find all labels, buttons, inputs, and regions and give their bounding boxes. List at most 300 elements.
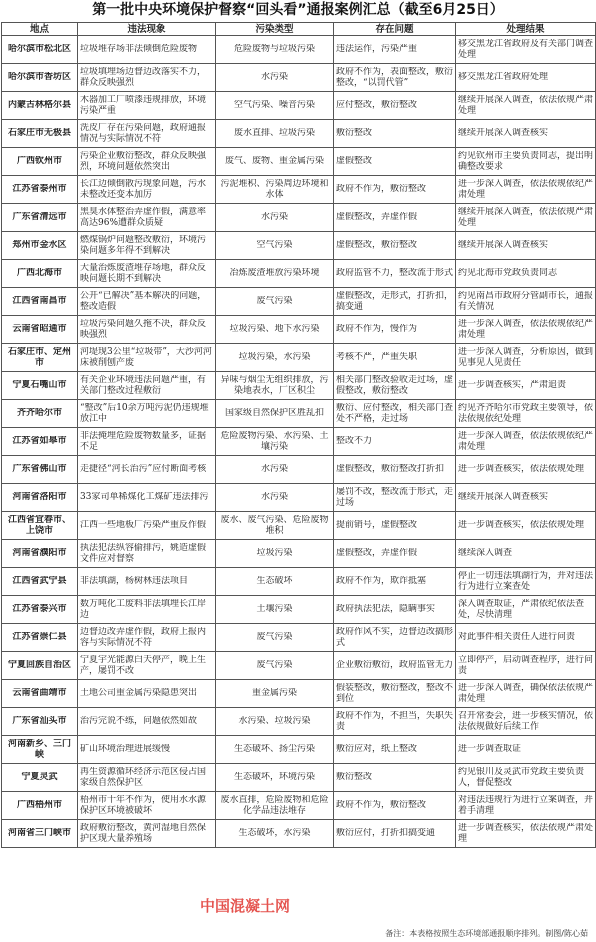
problem-cell-text: 敷衍应付，打折扣搞变通 [336, 828, 436, 838]
problem-cell-text: 假装整改，敷衍整改，整改不到位 [336, 682, 453, 704]
pollution-type-cell-text: 垃圾污染，水污染 [238, 352, 311, 362]
violation-cell-text: 土地公司重金属污染隐患突出 [80, 688, 198, 698]
violation-cell [78, 372, 216, 400]
result-cell-text: 继续深入调查 [458, 548, 513, 558]
result-cell [456, 512, 596, 540]
pollution-type-cell-text: 重金属污染 [251, 688, 297, 698]
problem-cell-text: 敷衍整改 [336, 772, 373, 782]
pollution-type-cell-text: 废气污染 [256, 660, 293, 670]
location-cell [2, 64, 78, 92]
pollution-type-cell-text: 空气污染、噪音污染 [233, 100, 315, 110]
result-cell-text: 继续开展深入调查，依法依规严肃处理 [458, 94, 593, 116]
table-row [2, 288, 596, 316]
result-cell [456, 64, 596, 92]
pollution-type-cell-text: 水污染 [260, 464, 288, 474]
violation-cell [78, 680, 216, 708]
violation-cell [78, 260, 216, 288]
location-cell-text: 广东省佛山市 [12, 464, 67, 474]
problem-cell-text: 虚假整改，弄虚作假 [336, 548, 418, 558]
location-cell [2, 288, 78, 316]
table-row [2, 568, 596, 596]
table-row [2, 120, 596, 148]
header-problem: 存在问题 [334, 23, 456, 36]
result-cell-text: 进一步深入调查，依法依规依纪严肃处理 [458, 430, 593, 452]
violation-cell-text: 洗皮厂存在污染问题，政府通报情况与实际情况不符 [80, 122, 207, 144]
result-cell-text: 约见齐齐哈尔市党政主要领导，依法依规依纪处理 [458, 402, 593, 424]
result-cell-text: 立即停产，启动调查程序，进行问责 [458, 654, 593, 676]
violation-cell-text: 数万吨化工废料非法填埋长江岸边 [80, 598, 207, 620]
result-cell [456, 764, 596, 792]
result-cell [456, 736, 596, 764]
problem-cell [334, 344, 456, 372]
pollution-type-cell [216, 92, 334, 120]
location-cell [2, 540, 78, 568]
result-cell [456, 708, 596, 736]
table-row [2, 36, 596, 64]
pollution-type-cell-text: 垃圾污染、地下水污染 [229, 324, 320, 334]
violation-cell-text: 燃煤锅炉问题整改敷衍，环境污染问题多年得不到解决 [80, 234, 207, 256]
pollution-type-cell-text: 水污染 [260, 72, 288, 82]
violation-cell-text: 河堤现3公里“垃圾带”，大沙河河床被削刨产废 [80, 346, 212, 368]
violation-cell [78, 540, 216, 568]
footnote: 备注：本表格按照生态环境部通报顺序排列。制图/陈心茹 [385, 929, 588, 938]
violation-cell-text: 矿山环境治理进展缓慢 [80, 744, 171, 754]
result-cell [456, 652, 596, 680]
problem-cell [334, 204, 456, 232]
table-row [2, 400, 596, 428]
problem-cell-text: 考核不严，严重失职 [336, 352, 418, 362]
problem-cell [334, 92, 456, 120]
pollution-type-cell [216, 540, 334, 568]
pollution-type-cell [216, 344, 334, 372]
result-cell [456, 596, 596, 624]
problem-cell [334, 792, 456, 820]
violation-cell [78, 428, 216, 456]
problem-cell [334, 36, 456, 64]
location-cell-text: 广东省汕头市 [12, 716, 67, 726]
result-cell [456, 232, 596, 260]
violation-cell-text: 走捷径“河长治污”应付断面考核 [80, 464, 207, 474]
table-row [2, 428, 596, 456]
violation-cell [78, 484, 216, 512]
result-cell [456, 792, 596, 820]
problem-cell [334, 316, 456, 344]
result-cell-text: 移交黑龙江省政府及有关部门调查处理 [458, 38, 593, 60]
problem-cell-text: 政府不作为，敷衍整改 [336, 800, 427, 810]
table-row [2, 484, 596, 512]
problem-cell-text: 政府不作为，表面整改，敷衍整改，“以罚代管” [336, 66, 453, 88]
table-row [2, 148, 596, 176]
pollution-type-cell [216, 428, 334, 456]
location-cell-text: 石家庄市无极县 [7, 128, 71, 138]
pollution-type-cell [216, 764, 334, 792]
pollution-type-cell [216, 288, 334, 316]
pollution-type-cell-text: 废水、废气污染、危险废物堆积 [220, 514, 329, 536]
header-violation: 违法现象 [78, 23, 216, 36]
result-cell [456, 624, 596, 652]
table-row [2, 624, 596, 652]
problem-cell-text: 虚假整改 [336, 156, 373, 166]
problem-cell-text: 提前销号，虚假整改 [336, 520, 418, 530]
report-table [1, 22, 596, 848]
result-cell [456, 148, 596, 176]
problem-cell-text: 虚假整改，敷衍整改打折扣 [336, 464, 445, 474]
location-cell-text: 河南省濮阳市 [12, 548, 67, 558]
violation-cell [78, 400, 216, 428]
pollution-type-cell [216, 596, 334, 624]
result-cell-text: 进一步深入调查，依法依规依纪严肃处理 [458, 178, 593, 200]
problem-cell [334, 148, 456, 176]
violation-cell [78, 456, 216, 484]
result-cell [456, 120, 596, 148]
violation-cell [78, 764, 216, 792]
location-cell-text: 江苏省如皋市 [12, 436, 67, 446]
problem-cell [334, 400, 456, 428]
problem-cell [334, 820, 456, 848]
location-cell-text: 江苏省崇仁县 [12, 632, 67, 642]
violation-cell-text: 33家司单稀煤化工煤矿违法排污 [80, 492, 209, 502]
location-cell [2, 92, 78, 120]
table-row [2, 92, 596, 120]
problem-cell [334, 624, 456, 652]
location-cell-text: 广西梧州市 [16, 800, 62, 810]
pollution-type-cell-text: 生态破坏，环境污染 [233, 772, 315, 782]
pollution-type-cell [216, 512, 334, 540]
watermark-logo-text: 中国混凝土网 [200, 897, 291, 915]
location-cell [2, 232, 78, 260]
result-cell-text: 进一步深入调查，分析原因，做到见事见人见责任 [458, 346, 593, 368]
violation-cell-text: 梧州市十年不作为，使用水水源保护区环境被破坏 [80, 794, 207, 816]
violation-cell [78, 36, 216, 64]
location-cell [2, 456, 78, 484]
pollution-type-cell-text: 危险废物与垃圾污染 [233, 44, 315, 54]
problem-cell [334, 260, 456, 288]
violation-cell [78, 512, 216, 540]
problem-cell-text: 虚假整改，走形式，打折扣，搞变通 [336, 290, 453, 312]
location-cell-text: 郑州市金水区 [12, 240, 67, 250]
violation-cell [78, 568, 216, 596]
pollution-type-cell [216, 792, 334, 820]
table-row [2, 540, 596, 568]
table-row [2, 456, 596, 484]
problem-cell [334, 456, 456, 484]
result-cell-text: 召开常委会，进一步核实情况，依法依规做好后续工作 [458, 710, 593, 732]
result-cell [456, 316, 596, 344]
location-cell-text: 江西省南昌市 [12, 296, 67, 306]
location-cell [2, 316, 78, 344]
pollution-type-cell-text: 废水直排、垃圾污染 [233, 128, 315, 138]
table-row [2, 792, 596, 820]
location-cell [2, 764, 78, 792]
problem-cell-text: 政府不作为，欺诈抵塞 [336, 576, 427, 586]
table-row [2, 736, 596, 764]
problem-cell-text: 敷衍应对，纸上整改 [336, 744, 418, 754]
location-cell [2, 176, 78, 204]
location-cell [2, 512, 78, 540]
pollution-type-cell-text: 水污染 [260, 212, 288, 222]
pollution-type-cell [216, 36, 334, 64]
problem-cell [334, 736, 456, 764]
violation-cell [78, 652, 216, 680]
violation-cell-text: “整改”后10余万吨污泥仍违规堆放江中 [80, 402, 209, 424]
problem-cell-text: 政府不作为，慢作为 [336, 324, 418, 334]
location-cell [2, 400, 78, 428]
location-cell-text: 齐齐哈尔市 [16, 408, 62, 418]
result-cell [456, 428, 596, 456]
pollution-type-cell-text: 废气污染 [256, 632, 293, 642]
result-cell [456, 176, 596, 204]
location-cell-text: 广西钦州市 [16, 156, 62, 166]
location-cell-text: 云南省曲靖市 [12, 688, 67, 698]
pollution-type-cell [216, 64, 334, 92]
violation-cell [78, 792, 216, 820]
result-cell [456, 456, 596, 484]
violation-cell [78, 64, 216, 92]
pollution-type-cell-text: 废水直排，危险废物和危险化学品违法堆存 [220, 794, 329, 816]
location-cell-text: 宁夏回族自治区 [7, 660, 71, 670]
problem-cell-text: 虚假整改，弄虚作假 [336, 212, 418, 222]
problem-cell-text: 违法运作，污染严重 [336, 44, 418, 54]
violation-cell [78, 820, 216, 848]
pollution-type-cell-text: 水污染 [260, 492, 288, 502]
violation-cell-text: 有关企业环境违法问题严重，有关部门整改过程敷衍 [80, 374, 207, 396]
pollution-type-cell [216, 316, 334, 344]
location-cell-text: 宁夏灵武 [21, 772, 58, 782]
location-cell-text: 宁夏石嘴山市 [12, 380, 67, 390]
violation-cell [78, 596, 216, 624]
pollution-type-cell [216, 232, 334, 260]
result-cell [456, 288, 596, 316]
table-row [2, 652, 596, 680]
location-cell-text: 江苏省泰州市 [12, 184, 67, 194]
location-cell-text: 河南省三门峡市 [7, 828, 71, 838]
pollution-type-cell [216, 624, 334, 652]
table-row [2, 596, 596, 624]
violation-cell-text: 木器加工厂喷漆违规排放，环境污染严重 [80, 94, 207, 116]
violation-cell [78, 708, 216, 736]
violation-cell [78, 316, 216, 344]
violation-cell [78, 204, 216, 232]
table-row [2, 260, 596, 288]
location-cell [2, 820, 78, 848]
violation-cell-text: 执法犯法纵容偷排污，姚造虚假文件应对督察 [80, 542, 207, 564]
table-row [2, 64, 596, 92]
result-cell [456, 820, 596, 848]
table-row [2, 764, 596, 792]
location-cell-text: 哈尔滨市香坊区 [7, 72, 71, 82]
pollution-type-cell [216, 148, 334, 176]
table-row [2, 176, 596, 204]
violation-cell-text: 非法填湖，杨树林违法项目 [80, 576, 189, 586]
pollution-type-cell [216, 652, 334, 680]
pollution-type-cell [216, 484, 334, 512]
pollution-type-cell-text: 水污染、垃圾污染 [238, 716, 311, 726]
problem-cell-text: 政府不作为，敷衍整改 [336, 184, 427, 194]
table-row [2, 316, 596, 344]
violation-cell-text: 垃圾堆存场非法倾倒危险废物 [80, 44, 198, 54]
pollution-type-cell-text: 污泥堆积、污染周边环境和水体 [220, 178, 329, 200]
violation-cell-text: 长江边倾倒散污现象问题，污水未整改还变本加厉 [80, 178, 207, 200]
problem-cell-text: 政府监管不力，整改流于形式 [336, 268, 453, 278]
violation-cell-text: 非法掩埋危险废物数量多，证据不足 [80, 430, 207, 452]
problem-cell [334, 596, 456, 624]
pollution-type-cell-text: 生态破坏，水污染 [238, 828, 311, 838]
header-pollution-type: 污染类型 [216, 23, 334, 36]
location-cell [2, 652, 78, 680]
problem-cell [334, 288, 456, 316]
location-cell-text: 江西省武宁县 [12, 576, 67, 586]
result-cell [456, 680, 596, 708]
problem-cell-text: 政府执法犯法，隐瞒事实 [336, 604, 436, 614]
pollution-type-cell [216, 708, 334, 736]
problem-cell-text: 政府作风不实，边督边改搞形式 [336, 626, 453, 648]
problem-cell-text: 相关部门整改验收走过场，虚假整改，敷衍整改 [336, 374, 453, 396]
pollution-type-cell-text: 废气、废物、重金属污染 [224, 156, 324, 166]
location-cell-text: 广东省清远市 [12, 212, 67, 222]
result-cell-text: 约见北海市党政负责同志 [458, 268, 558, 278]
location-cell [2, 372, 78, 400]
result-cell-text: 继续开展深入调查，依法依规严肃处理 [458, 206, 593, 228]
problem-cell-text: 敷衍、应付整改，相关部门查处不严格，走过场 [336, 402, 453, 424]
table-row [2, 204, 596, 232]
result-cell-text: 继续开展深入调查核实 [458, 492, 549, 502]
location-cell [2, 428, 78, 456]
pollution-type-cell [216, 680, 334, 708]
pollution-type-cell [216, 820, 334, 848]
violation-cell [78, 148, 216, 176]
pollution-type-cell [216, 260, 334, 288]
violation-cell-text: 污染企业敷衍整改，群众反映强烈，环境问题依然突出 [80, 150, 207, 172]
problem-cell-text: 虚假整改，敷衍整改 [336, 240, 418, 250]
pollution-type-cell [216, 736, 334, 764]
violation-cell [78, 232, 216, 260]
result-cell [456, 372, 596, 400]
problem-cell [334, 764, 456, 792]
violation-cell-text: 公开“已解决”基本解决的问题，整改造假 [80, 290, 207, 312]
problem-cell [334, 372, 456, 400]
location-cell [2, 36, 78, 64]
violation-cell-text: 江西一些地板厂污染严重反作假 [80, 520, 207, 530]
header-location: 地点 [2, 23, 78, 36]
table-body [2, 36, 596, 848]
problem-cell-text: 政府不作为，不担当，失职失责 [336, 710, 453, 732]
pollution-type-cell [216, 372, 334, 400]
result-cell-text: 深入调查取证，严肃依纪依法查处，尽快清理 [458, 598, 585, 620]
violation-cell [78, 624, 216, 652]
location-cell [2, 708, 78, 736]
result-cell-text: 约见钦州市主要负责同志，提出明确整改要求 [458, 150, 593, 172]
pollution-type-cell-text: 垃圾污染 [256, 548, 293, 558]
pollution-type-cell-text: 废气污染 [256, 296, 293, 306]
result-cell-text: 继续开展深入调查核实 [458, 240, 549, 250]
location-cell [2, 568, 78, 596]
location-cell [2, 624, 78, 652]
result-cell-text: 对此事件相关责任人进行问责 [458, 632, 576, 642]
result-cell-text: 进一步调查核实，依法依规严肃处理 [458, 822, 593, 844]
table-row [2, 372, 596, 400]
result-cell-text: 约见南昌市政府分管副市长，通报有关情况 [458, 290, 593, 312]
violation-cell-text: 宁夏宇光能源白天停产，晚上生产，屡罚不改 [80, 654, 207, 676]
table-header-row [2, 23, 596, 36]
result-cell [456, 260, 596, 288]
violation-cell-text: 再生资源循环经济示范区侵占国家级自然保护区 [80, 766, 207, 788]
location-cell-text: 云南省昭通市 [12, 324, 67, 334]
location-cell [2, 344, 78, 372]
location-cell-text: 哈尔滨市松北区 [7, 44, 71, 54]
pollution-type-cell-text: 异味与烟尘无组织排放，污染地表水，厂区积尘 [220, 374, 329, 396]
result-cell [456, 92, 596, 120]
result-cell-text: 继续开展深入调查核实 [458, 128, 549, 138]
problem-cell [334, 232, 456, 260]
location-cell [2, 680, 78, 708]
result-cell [456, 400, 596, 428]
result-cell [456, 540, 596, 568]
location-cell-text: 江苏省泰兴市 [12, 604, 67, 614]
result-cell-text: 进一步调查核实，依法依规处理 [458, 464, 585, 474]
violation-cell-text: 大量治炼废渣堆存场地，群众反映问题长期不到解决 [80, 262, 207, 284]
result-cell [456, 568, 596, 596]
problem-cell [334, 512, 456, 540]
violation-cell-text: 治污完说不练，问题依然如故 [80, 716, 198, 726]
result-cell-text: 移交黑龙江省政府处理 [458, 72, 549, 82]
pollution-type-cell-text: 危险废物污染、水污染、土壤污染 [220, 430, 329, 452]
table-row [2, 512, 596, 540]
violation-cell [78, 344, 216, 372]
location-cell-text: 广西北海市 [16, 268, 62, 278]
location-cell [2, 260, 78, 288]
violation-cell-text: 边督边改弄虚作假，政府上报内容与实际情况不符 [80, 626, 207, 648]
location-cell [2, 484, 78, 512]
problem-cell-text: 敷衍整改 [336, 128, 373, 138]
location-cell [2, 120, 78, 148]
pollution-type-cell-text: 生态破坏 [256, 576, 293, 586]
pollution-type-cell [216, 568, 334, 596]
problem-cell [334, 120, 456, 148]
table-row [2, 344, 596, 372]
problem-cell [334, 680, 456, 708]
location-cell [2, 148, 78, 176]
location-cell [2, 792, 78, 820]
problem-cell-text: 企业敷衍敷衍，政府监管无力 [336, 660, 453, 670]
location-cell-text: 河南省洛阳市 [12, 492, 67, 502]
result-cell-text: 进一步调查核实，严肃追责 [458, 380, 567, 390]
table-row [2, 680, 596, 708]
table-row [2, 232, 596, 260]
location-cell-text: 河南新乡、三门峡 [7, 738, 71, 760]
result-cell [456, 204, 596, 232]
problem-cell [334, 708, 456, 736]
violation-cell [78, 736, 216, 764]
problem-cell [334, 428, 456, 456]
table-row [2, 820, 596, 848]
location-cell [2, 204, 78, 232]
pollution-type-cell [216, 176, 334, 204]
violation-cell [78, 288, 216, 316]
pollution-type-cell [216, 400, 334, 428]
result-cell-text: 约见银川及灵武市党政主要负责人，督促整改 [458, 766, 585, 788]
pollution-type-cell-text: 生态破坏、扬尘污染 [233, 744, 315, 754]
pollution-type-cell-text: 国家级自然保护区胜乱扣 [224, 408, 324, 418]
pollution-type-cell [216, 456, 334, 484]
result-cell [456, 36, 596, 64]
result-cell-text: 进一步深入调查，确保依法依规严肃处理 [458, 682, 593, 704]
result-cell-text: 进一步调查核实，依法依规处理 [458, 520, 585, 530]
violation-cell-text: 黑臭水体整治弄虚作假，满意率高达96%遭群众质疑 [80, 206, 207, 228]
location-cell [2, 736, 78, 764]
result-cell-text: 对违法违规行为进行立案调查，并着手清理 [458, 794, 593, 816]
header-result: 处理结果 [456, 23, 596, 36]
table-row [2, 708, 596, 736]
